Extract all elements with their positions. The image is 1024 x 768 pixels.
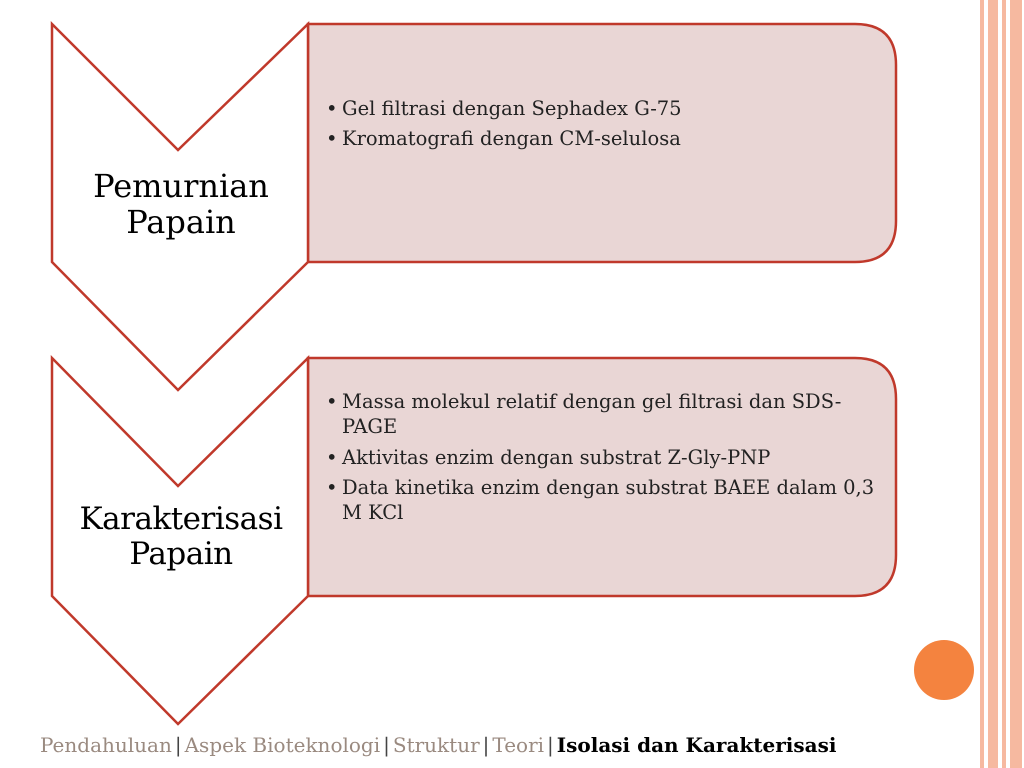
step-1-title-line1: Pemurnian	[93, 167, 269, 205]
footer-nav	[40, 733, 1000, 757]
list-item	[322, 96, 882, 121]
bullet-dot-icon: •	[326, 445, 338, 469]
footer-item-aspek-bioteknologi[interactable]: Aspek Bioteknologi	[184, 733, 381, 757]
footer-item-pendahuluan[interactable]: Pendahuluan	[40, 733, 172, 757]
footer-separator: |	[383, 733, 390, 757]
bullet-text: Aktivitas enzim dengan substrat Z-Gly-PNP	[342, 445, 771, 469]
bullet-dot-icon: •	[326, 390, 338, 413]
step-1-title	[52, 168, 310, 241]
list-item	[322, 475, 882, 526]
footer-item-struktur[interactable]: Struktur	[392, 733, 480, 757]
footer-separator: |	[174, 733, 182, 757]
footer-item-current[interactable]: Isolasi dan Karakterisasi	[556, 733, 837, 757]
list-item	[322, 445, 882, 470]
decorative-circle	[914, 640, 974, 700]
step-1-bullet-list	[322, 96, 882, 157]
footer-item-teori[interactable]: Teori	[492, 733, 545, 757]
step-2-title-line1: Karakterisasi	[79, 501, 283, 537]
step-1-title-line2: Papain	[126, 203, 236, 242]
bullet-text: Massa molekul relatif dengan gel filtrasi dan SDS-PAGE	[342, 390, 842, 439]
bullet-text: Kromatografi dengan CM-selulosa	[342, 127, 681, 151]
footer-separator: |	[482, 733, 490, 757]
bullet-dot-icon: •	[326, 127, 338, 151]
step-2-title-line2: Papain	[129, 536, 233, 573]
list-item	[322, 389, 882, 440]
bullet-dot-icon: •	[326, 476, 338, 500]
step-2-title	[52, 502, 310, 573]
step-2-bullet-list	[322, 389, 882, 531]
bullet-text: Data kinetika enzim dengan substrat BAEE dalam 0,3 M KCl	[342, 476, 875, 525]
bullet-dot-icon: •	[326, 97, 338, 120]
list-item	[322, 126, 882, 151]
footer-separator: |	[547, 733, 554, 757]
bullet-text: Gel filtrasi dengan Sephadex G-75	[342, 97, 682, 120]
